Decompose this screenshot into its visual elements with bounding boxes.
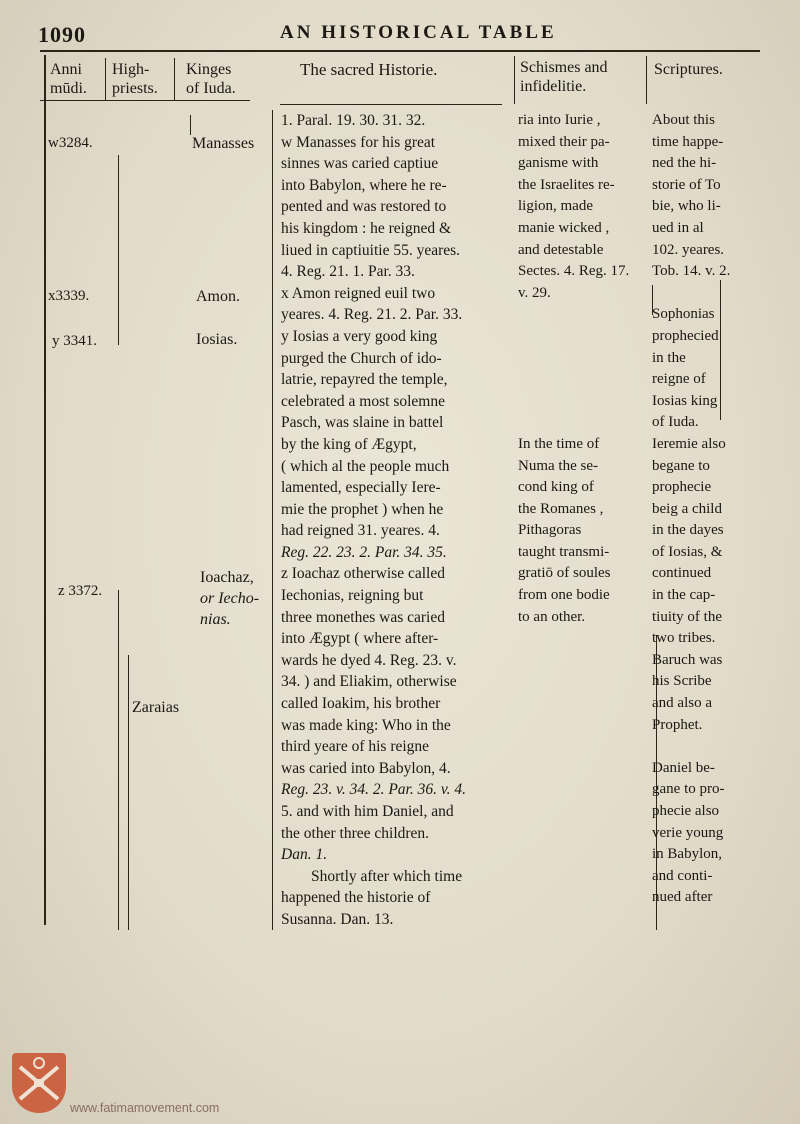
sacred-text-line: three monethes was caried [281,608,445,626]
header-rule-bottom-right [280,104,502,105]
column-rule [105,58,106,100]
sacred-text-line: celebrated a most solemne [281,392,445,410]
papal-keys-icon [12,1053,66,1113]
scriptures-text-line: Sophonias [652,306,715,323]
scriptures-text-line: Tob. 14. v. 2. [652,263,731,280]
schismes-text-line: the Romanes , [518,500,604,517]
scriptures-text-line: Iosias king [652,392,718,409]
sacred-text-line: purged the Church of ido- [281,349,442,367]
sacred-text-line: was caried into Babylon, 4. [281,759,451,777]
sacred-text-line: called Ioakim, his brother [281,695,441,713]
scriptures-text-line: 102. yeares. [652,241,725,258]
scriptures-text-line [652,736,762,758]
scriptures-text-line: time happe- [652,133,724,150]
schismes-text-line [518,348,646,370]
header-anni-line: Anni [50,61,82,78]
scriptures-text-line: tiuity of the [652,608,722,625]
schismes-text-line: ria into Iurie , [518,112,601,128]
sacred-text-line: was made king: Who in the [281,716,451,734]
header-schismes [520,58,608,96]
year-label: z 3372. [58,583,103,599]
sacred-text-line: z Ioachaz otherwise called [281,565,445,583]
king-name: Amon. [196,288,240,305]
header-kinges [186,60,236,98]
sacred-historie-column [281,110,513,931]
sacred-text-line: 34. ) and Eliakim, otherwise [281,673,457,691]
header-anni [50,60,87,98]
schismes-text-line [518,326,646,348]
scriptures-text-line: two tribes. [652,630,716,647]
schismes-text-line: gratiō of soules [518,565,611,582]
year-label: w3284. [48,135,93,151]
header-scriptures: Scriptures. [654,61,723,78]
sacred-text-line: x Amon reigned euil two [281,284,436,302]
column-rule [646,56,647,104]
scriptures-column [652,110,762,909]
sacred-text-line: lamented, especially Iere- [281,479,441,497]
column-rule [118,155,119,345]
schismes-text-line [518,304,646,326]
header-high-priests [112,60,158,98]
scriptures-text-line: in the [652,349,686,366]
priest-name: Zaraias [132,699,180,716]
scriptures-text-line: Ieremie also [652,435,726,452]
sacred-text-line: liued in captiuitie 55. yeares. [281,241,461,259]
sacred-text-line: Shortly after which time [311,867,463,885]
sacred-text-line: into Babylon, where he re- [281,176,447,194]
scriptures-text-line: reigne of [652,371,706,388]
header-kinges-line: Kinges [186,61,232,78]
king-name-line: nias. [200,611,231,628]
header-rule-top [40,50,760,52]
schismes-text-line: mixed their pa- [518,133,610,150]
header-kinges-line: of Iuda. [186,80,236,97]
schismes-text-line: Pithagoras [518,522,582,539]
column-rule [190,115,191,135]
scriptures-text-line: of Iuda. [652,414,699,431]
scriptures-text-line: in the cap- [652,587,716,604]
fatima-shield-logo [12,1053,66,1113]
scriptures-text-line [652,283,762,305]
scriptures-text-line: prophecied [652,327,719,344]
scriptures-text-line: continued [652,565,712,582]
king-name: Manasses [192,135,255,152]
schismes-text-line: Numa the se- [518,457,598,474]
scriptures-text-line: begane to [652,457,710,474]
scriptures-text-line: About this [652,112,715,128]
schismes-text-line: and detestable [518,241,604,258]
sacred-text-line: 1. Paral. 19. 30. 31. 32. [281,112,426,129]
sacred-text-line: by the king of Ægypt, [281,435,417,453]
schismes-text-line: manie wicked , [518,219,610,236]
sacred-text-line: pented and was restored to [281,198,447,216]
column-rule [272,110,273,930]
schismes-text-line: to an other. [518,608,586,625]
sacred-text-line: had reigned 31. yeares. 4. [281,522,440,540]
sacred-text-line: Dan. 1. [281,846,328,864]
scriptures-text-line: bie, who li- [652,198,721,215]
column-rule [174,58,175,100]
column-rule [128,655,129,930]
sacred-text-line: w Manasses for his great [281,133,436,151]
scriptures-text-line: phecie also [652,803,720,819]
king-name [200,567,259,630]
sacred-text-line: 4. Reg. 21. 1. Par. 33. [281,263,415,281]
scriptures-text-line: Daniel be- [652,759,715,776]
scriptures-text-line: ued in al [652,219,704,236]
column-rule [118,590,119,930]
scriptures-text-line: nued after [652,889,713,906]
sacred-text-line: into Ægypt ( where after- [281,630,439,648]
king-name-line: Ioachaz, [200,569,254,586]
sacred-text-line: latrie, repayred the temple, [281,371,448,389]
sacred-text-line: his kingdom : he reigned & [281,219,452,237]
sacred-text-line: Reg. 23. v. 34. 2. Par. 36. v. 4. [281,781,466,799]
schismes-text-line [518,391,646,413]
sacred-text-line: third yeare of his reigne [281,738,430,756]
schismes-text-line: taught transmi- [518,543,610,560]
scriptures-text-line: and conti- [652,867,713,884]
sacred-text-line: happened the historie of [281,889,431,907]
scriptures-text-line: beig a child [652,500,722,517]
watermark-url: www.fatimamovement.com [70,1101,220,1115]
sacred-text-line: ( which al the people much [281,457,450,475]
sacred-text-line: Susanna. Dan. 13. [281,910,394,928]
scriptures-text-line: verie young [652,824,724,841]
sacred-text-line: y Iosias a very good king [281,327,438,345]
sacred-text-line: yeares. 4. Reg. 21. 2. Par. 33. [281,306,463,324]
king-name: Iosias. [196,331,238,348]
header-anni-line: mūdi. [50,80,87,97]
column-rule [514,56,515,104]
column-rule [44,55,46,925]
sacred-text-line: wards he dyed 4. Reg. 23. v. [281,651,457,669]
header-high-priests-line: High- [112,61,150,78]
schismes-text-line: ligion, made [518,198,593,215]
scriptures-text-line: in Babylon, [652,846,722,863]
schismes-text-line: the Israelites re- [518,176,615,193]
sacred-text-line: Reg. 22. 23. 2. Par. 34. 35. [281,543,447,561]
schismes-text-line: from one bodie [518,587,610,604]
sacred-text-line: Iechonias, reigning but [281,587,424,605]
header-schismes-line: Schismes and [520,59,608,76]
schismes-text-line: cond king of [518,479,594,496]
sacred-text-line: the other three children. [281,824,430,842]
schismes-text-line [518,369,646,391]
schismes-text-line: In the time of [518,435,600,452]
sacred-text-line: mie the prophet ) when he [281,500,444,518]
header-rule-bottom [40,100,250,101]
scriptures-text-line: Baruch was [652,651,723,668]
scriptures-text-line: storie of To [652,176,721,193]
year-label: x3339. [48,288,90,304]
scriptures-text-line: his Scribe [652,673,712,690]
sacred-text-line: Pasch, was slaine in battel [281,414,444,432]
schismes-column [518,110,646,628]
sacred-text-line: 5. and with him Daniel, and [281,803,454,820]
scriptures-text-line: of Iosias, & [652,543,723,560]
scriptures-text-line: gane to pro- [652,781,725,798]
sacred-text-line: sinnes was caried captiue [281,155,439,173]
schismes-text-line [518,412,646,434]
scriptures-text-line: prophecie [652,479,712,496]
scriptures-text-line: ned the hi- [652,155,717,172]
running-title: AN HISTORICAL TABLE [280,22,557,43]
scriptures-text-line: in the dayes [652,522,724,539]
page-number: 1090 [38,22,86,47]
header-high-priests-line: priests. [112,80,158,97]
year-label: y 3341. [52,333,97,349]
header-schismes-line: infidelitie. [520,78,587,95]
schismes-text-line: Sectes. 4. Reg. 17. [518,263,630,280]
scriptures-text-line: and also a [652,695,712,712]
schismes-text-line: ganisme with [518,155,599,172]
scriptures-text-line: Prophet. [652,716,703,733]
schismes-text-line: v. 29. [518,284,551,301]
header-sacred-historie: The sacred Historie. [300,60,438,79]
king-name-line: or Iecho- [200,590,260,607]
